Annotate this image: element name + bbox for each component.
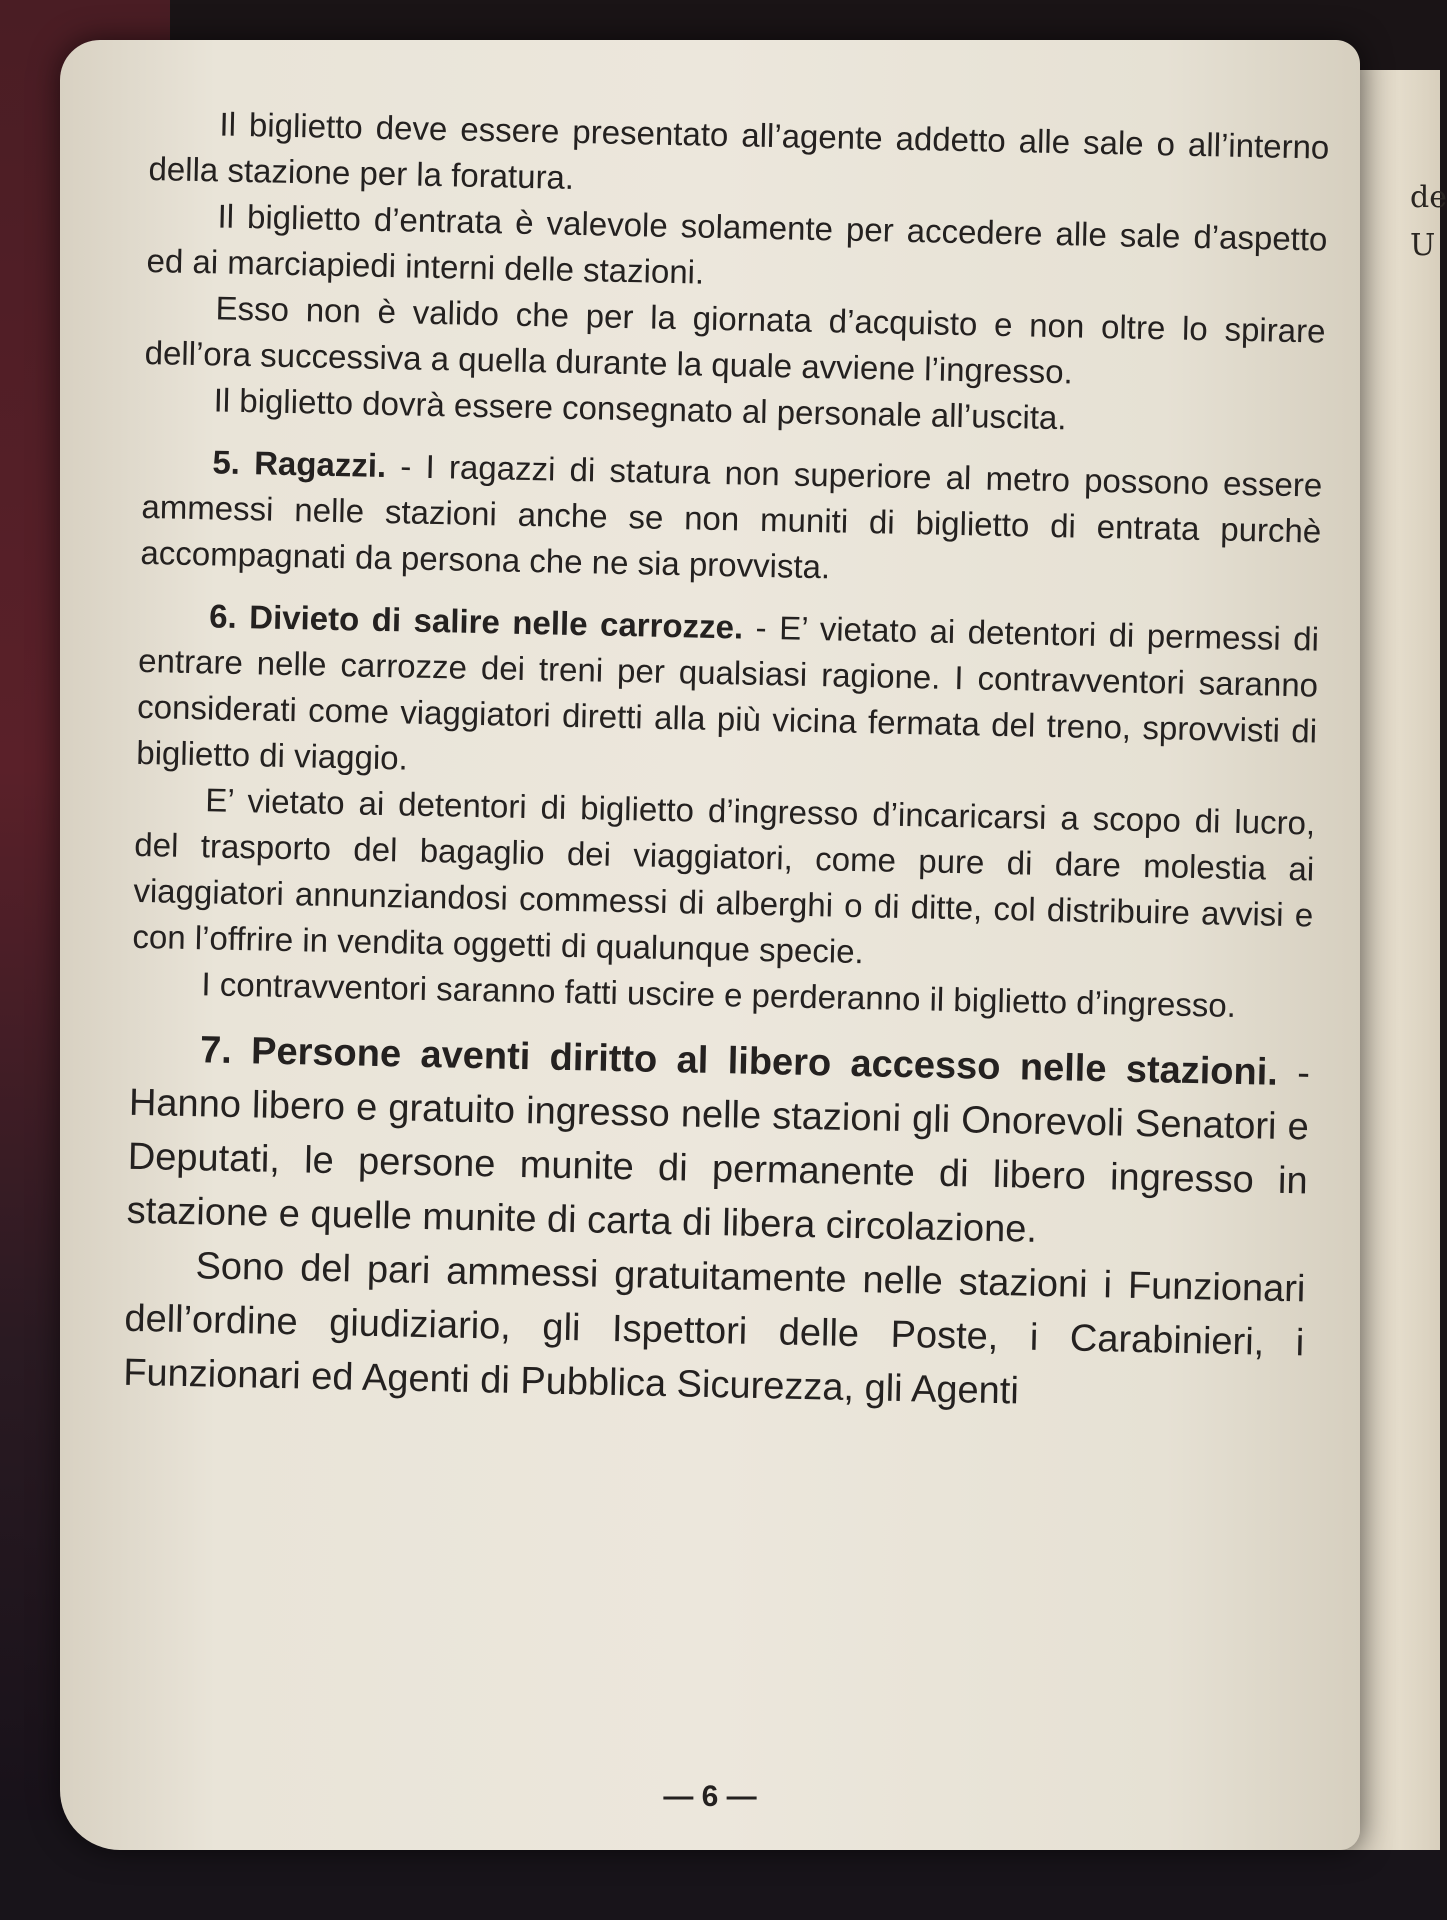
page-number: — 6 —	[663, 1780, 757, 1813]
section-text: - E’ vietato ai detentori di permessi di entrare nelle carrozze dei treni per qualsiasi ragione. I contravventori saranno considerati come viaggiatori diretti alla più vicina fermata del treno, sprovvisti di biglietto di viaggio.	[135, 608, 1320, 777]
section-text: - Hanno libero e gratuito ingresso nelle stazioni gli Onorevoli Senatori e Deputati, le persone munite di permanente di libero ingresso in stazione e quelle munite di carta di libera circolazione.	[126, 1051, 1311, 1251]
section-heading: 7. Persone aventi diritto al libero accesso nelle stazioni.	[199, 1029, 1279, 1094]
paragraph: Sono del pari ammessi gratuitamente nelle stazioni i Funzionari dell’ordine giudiziario, gli Ispettori delle Poste, i Carabinieri, i Funzionari ed Agenti di Pubblica Sicurezza, gli Agenti	[122, 1245, 1306, 1413]
section-heading: 5. Ragazzi.	[212, 443, 387, 485]
section-7	[126, 1022, 1310, 1263]
page-text	[123, 100, 1330, 1424]
paragraph: I contravventori saranno fatti uscire e perderanno il biglietto d’ingresso.	[201, 965, 1237, 1024]
section-5	[140, 438, 1323, 601]
section-heading: 6. Divieto di salire nelle carrozze.	[208, 597, 744, 646]
paragraph: Esso non è valido che per la giornata d’acquisto e non oltre lo spirare dell’ora successiva a quella durante la quale avviene l’ingresso.	[144, 289, 1326, 391]
paragraph: E’ vietato ai detentori di biglietto d’ingresso d’incaricarsi a scopo di lucro, del trasporto del bagaglio dei viaggiatori, come pure di dare molestia ai viaggiatori annunziandosi commessi di alberghi o di ditte, col distribuire avvisi e con l’offrire in vendita oggetti di qualunque specie.	[132, 781, 1316, 971]
section-6	[136, 592, 1320, 801]
book-page	[60, 40, 1360, 1850]
paragraph: Il biglietto dovrà essere consegnato al personale all’uscita.	[213, 381, 1067, 437]
adjacent-page-fragment: U	[1410, 228, 1436, 263]
adjacent-page-fragment: de	[1410, 180, 1447, 215]
section-text: - I ragazzi di statura non superiore al metro possono essere ammessi nelle stazioni anche se non muniti di biglietto di entrata purchè accompagnati da persona che ne sia provvista.	[140, 447, 1323, 586]
paragraph: Il biglietto d’entrata è valevole solamente per accedere alle sale d’aspetto ed ai marciapiedi interni delle stazioni.	[146, 197, 1328, 291]
paragraph: Il biglietto deve essere presentato all’agente addetto alle sale o all’interno della stazione per la foratura.	[148, 105, 1330, 196]
